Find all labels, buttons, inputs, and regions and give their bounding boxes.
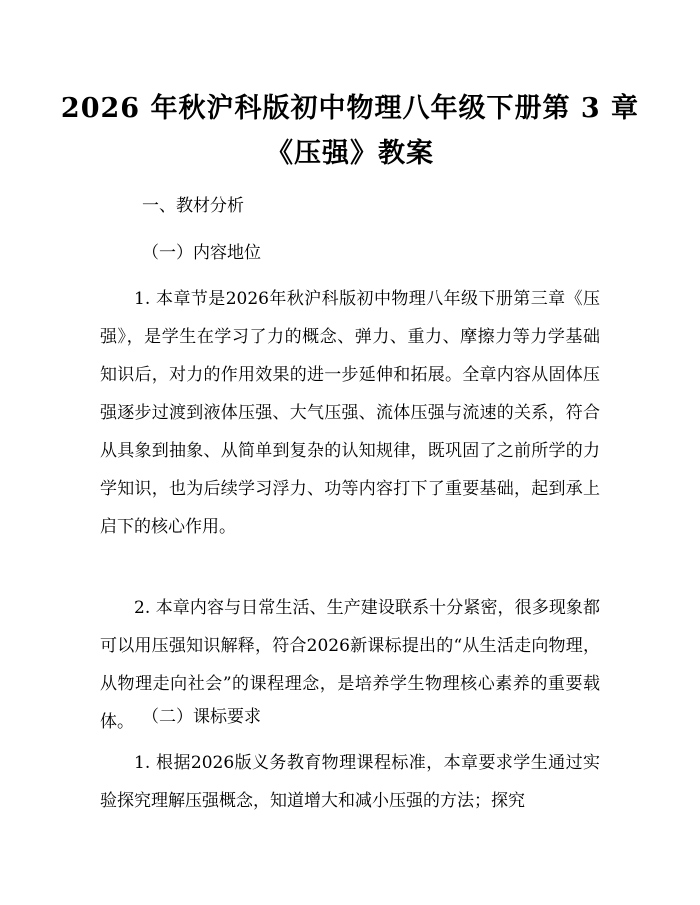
section-heading-textbook-analysis: 一、教材分析 xyxy=(142,196,244,216)
subsection-heading-content-position: （一）内容地位 xyxy=(142,243,261,263)
document-title-line2: 《压强》教案 xyxy=(266,138,434,169)
paragraph-1: 1. 本章节是2026年秋沪科版初中物理八年级下册第三章《压强》，是学生在学习了力的概念、弹力、重力、摩擦力等力学基础知识后，对力的作用效果的进一步延伸和拓展。全章内容从固体压强逐步过渡到液体压强、大气压强、流体压强与流速的关系，符合从具象到抽象、从简单到复杂的认知规律，既巩固了之前所学的力学知识，也为后续学习浮力、功等内容打下了重要基础，起到承上启下的核心作用。 xyxy=(100,289,600,537)
paragraph-2: 2. 本章内容与日常生活、生产建设联系十分紧密，很多现象都可以用压强知识解释，符合2026新课标提出的“从生活走向物理，从物理走向社会”的课程理念，是培养学生物理核心素养的重要载体。 xyxy=(100,598,600,732)
subsection-heading-curriculum-requirements: （二）课标要求 xyxy=(142,707,261,727)
paragraph-3: 1. 根据2026版义务教育物理课程标准，本章要求学生通过实验探究理解压强概念，知道增大和减小压强的方法；探究 xyxy=(100,753,600,811)
document-title-line1: 2026 年秋沪科版初中物理八年级下册第 3 章 xyxy=(60,93,640,124)
